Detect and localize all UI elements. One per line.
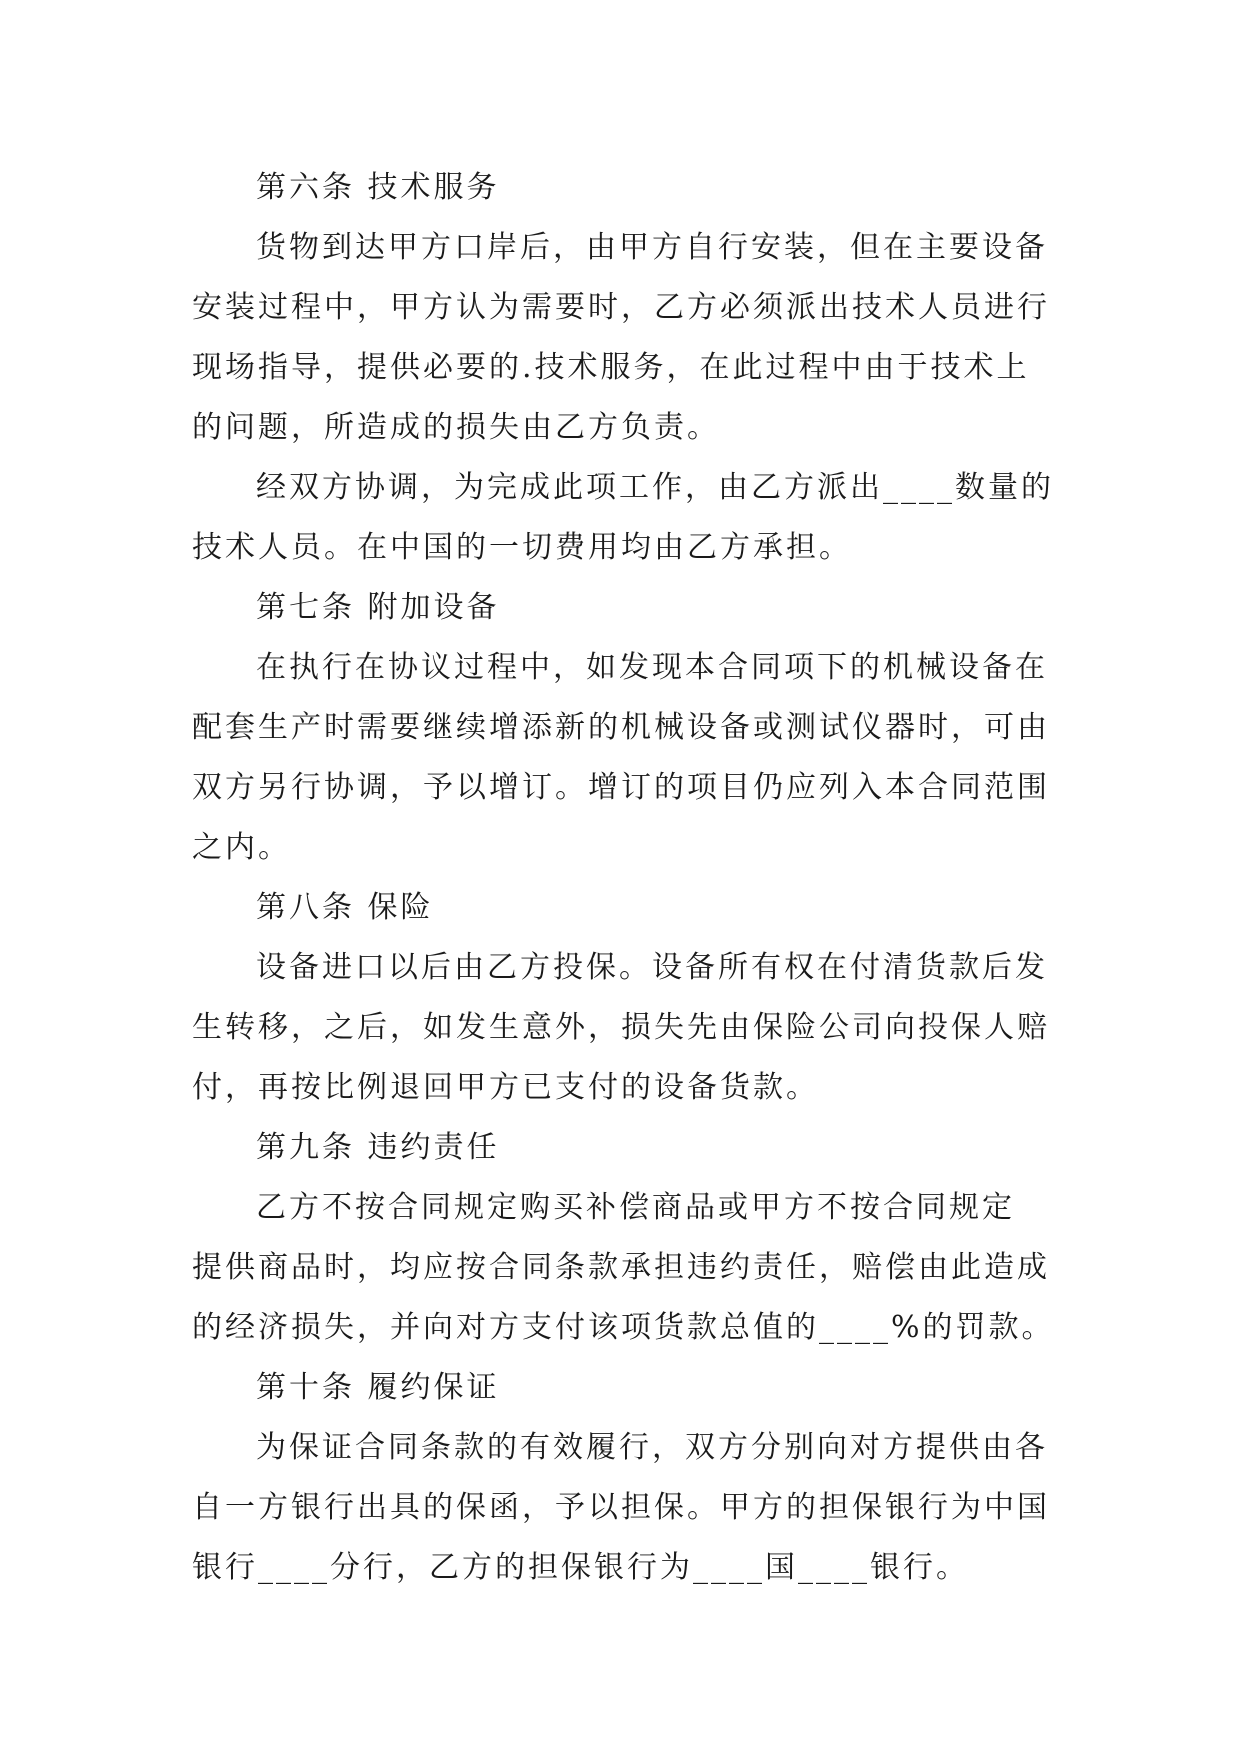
paragraph-line: 为保证合同条款的有效履行，双方分别向对方提供由各: [256, 1430, 1048, 1465]
paragraph-line: 银行____分行，乙方的担保银行为____国____银行。: [192, 1550, 969, 1585]
article-8-heading: 第八条 保险: [256, 890, 434, 925]
paragraph-line: 的问题，所造成的损失由乙方负责。: [192, 410, 720, 445]
paragraph-line: 货物到达甲方口岸后，由甲方自行安装，但在主要设备: [256, 230, 1048, 265]
contract-body: [192, 158, 1055, 1598]
paragraph-line: 安装过程中，甲方认为需要时，乙方必须派出技术人员进行: [192, 290, 1050, 325]
article-9-heading: 第九条 违约责任: [256, 1130, 500, 1165]
article-7-heading: 第七条 附加设备: [256, 590, 500, 625]
article-6-heading: 第六条 技术服务: [256, 170, 500, 205]
paragraph-line: 经双方协调，为完成此项工作，由乙方派出____数量的: [256, 470, 1054, 505]
paragraph-line: 配套生产时需要继续增添新的机械设备或测试仪器时，可由: [192, 710, 1050, 745]
paragraph-line: 自一方银行出具的保函，予以担保。甲方的担保银行为中国: [192, 1490, 1050, 1525]
paragraph-line: 双方另行协调，予以增订。增订的项目仍应列入本合同范围: [192, 770, 1050, 805]
paragraph-line: 现场指导，提供必要的.技术服务，在此过程中由于技术上: [192, 350, 1030, 385]
paragraph-line: 生转移，之后，如发生意外，损失先由保险公司向投保人赔: [192, 1010, 1050, 1045]
paragraph-line: 付，再按比例退回甲方已支付的设备货款。: [192, 1070, 819, 1105]
paragraph-line: 设备进口以后由乙方投保。设备所有权在付清货款后发: [256, 950, 1048, 985]
paragraph-line: 之内。: [192, 830, 291, 865]
article-10-heading: 第十条 履约保证: [256, 1370, 500, 1405]
paragraph-line: 在执行在协议过程中，如发现本合同项下的机械设备在: [256, 650, 1048, 685]
paragraph-line: 乙方不按合同规定购买补偿商品或甲方不按合同规定: [256, 1190, 1015, 1225]
paragraph-line: 技术人员。在中国的一切费用均由乙方承担。: [192, 530, 852, 565]
paragraph-line: 提供商品时，均应按合同条款承担违约责任，赔偿由此造成: [192, 1250, 1050, 1285]
paragraph-line: 的经济损失，并向对方支付该项货款总值的____%的罚款。: [192, 1310, 1055, 1345]
